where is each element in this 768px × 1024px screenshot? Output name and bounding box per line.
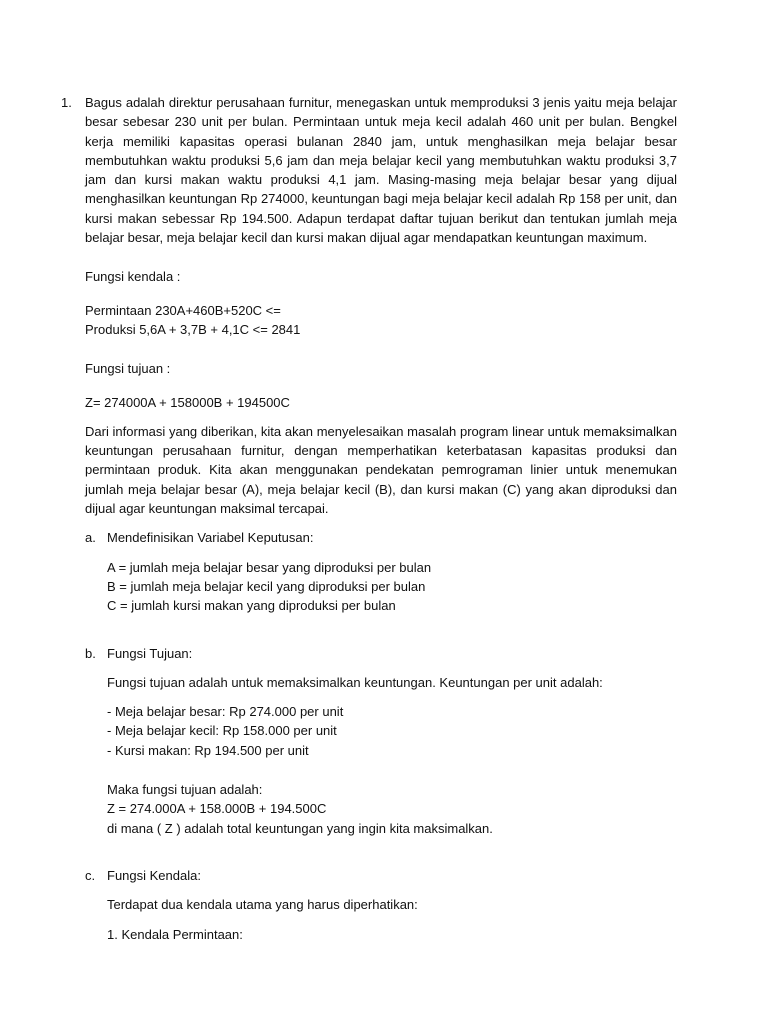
section-c-letter: c. <box>85 867 96 883</box>
profit-item: - Kursi makan: Rp 194.500 per unit <box>107 742 309 758</box>
demand-constraint-heading: 1. Kendala Permintaan: <box>107 926 243 942</box>
section-b-title: Fungsi Tujuan: <box>107 645 193 661</box>
objective-formula: Z= 274000A + 158000B + 194500C <box>85 394 290 410</box>
section-b <box>85 644 677 838</box>
variable-definition: B = jumlah meja belajar kecil yang diproduksi per bulan <box>107 578 426 594</box>
explanation-paragraph: Dari informasi yang diberikan, kita akan menyelesaikan masalah program linear untuk memaksimalkan keuntungan perusahaan furnitur, dengan memperhatikan keterbatasan kapasitas produksi dan permintaan produk. Kita akan menggunakan pendekatan pemrograman linier untuk menemukan jumlah meja belajar besar (A), meja belajar kecil (B), dan kursi makan (C) yang akan diproduksi dan dijual agar keuntungan maksimal tercapai. <box>85 423 677 517</box>
objective-heading: Fungsi tujuan : <box>85 361 171 377</box>
variable-definitions <box>107 558 677 616</box>
profit-item: - Meja belajar kecil: Rp 158.000 per unit <box>107 723 337 739</box>
section-a <box>85 528 677 615</box>
profit-item: - Meja belajar besar: Rp 274.000 per unit <box>107 704 344 720</box>
constraint-demand: Permintaan 230A+460B+520C <= <box>85 302 281 318</box>
section-b-letter: b. <box>85 645 96 661</box>
constraint-production: Produksi 5,6A + 3,7B + 4,1C <= 2841 <box>85 321 301 337</box>
section-c-intro: Terdapat dua kendala utama yang harus diperhatikan: <box>107 897 418 913</box>
profit-list <box>107 702 677 760</box>
constraints-heading: Fungsi kendala : <box>85 269 181 285</box>
variable-definition: C = jumlah kursi makan yang diproduksi per bulan <box>107 598 396 614</box>
problem-item <box>61 93 677 944</box>
section-a-letter: a. <box>85 530 96 546</box>
problem-intro: Bagus adalah direktur perusahaan furnitur, menegaskan untuk memproduksi 3 jenis yaitu meja belajar besar sebesar 230 unit per bulan. Permintaan untuk meja kecil adalah 460 unit per bulan. Bengkel kerja memiliki kapasitas operasi bulanan 2840 jam, untuk menghasilkan meja belajar besar membutuhkan waktu produksi 5,6 jam dan meja belajar kecil yang membutuhkan waktu produksi 3,7 jam dan kursi makan waktu produksi 4,1 jam. Masing-masing meja belajar besar yang dijual menghasilkan keuntungan Rp 274000, keuntungan bagi meja belajar kecil adalah Rp 158 per unit, dan kursi makan sebessar Rp 194.500. Adapun terdapat daftar tujuan berikut dan tentukan jumlah meja belajar besar, meja belajar kecil dan kursi makan dijual agar mendapatkan keuntungan maximum. <box>85 95 677 246</box>
objective-note: di mana ( Z ) adalah total keuntungan yang ingin kita maksimalkan. <box>107 820 493 836</box>
section-b-intro: Fungsi tujuan adalah untuk memaksimalkan keuntungan. Keuntungan per unit adalah: <box>107 674 603 690</box>
section-a-title: Mendefinisikan Variabel Keputusan: <box>107 530 314 546</box>
objective-formula-b: Z = 274.000A + 158.000B + 194.500C <box>107 801 327 817</box>
section-c-title: Fungsi Kendala: <box>107 867 201 883</box>
section-c <box>85 866 677 944</box>
problem-number: 1. <box>61 95 72 110</box>
objective-then: Maka fungsi tujuan adalah: <box>107 782 263 798</box>
variable-definition: A = jumlah meja belajar besar yang diproduksi per bulan <box>107 559 432 575</box>
